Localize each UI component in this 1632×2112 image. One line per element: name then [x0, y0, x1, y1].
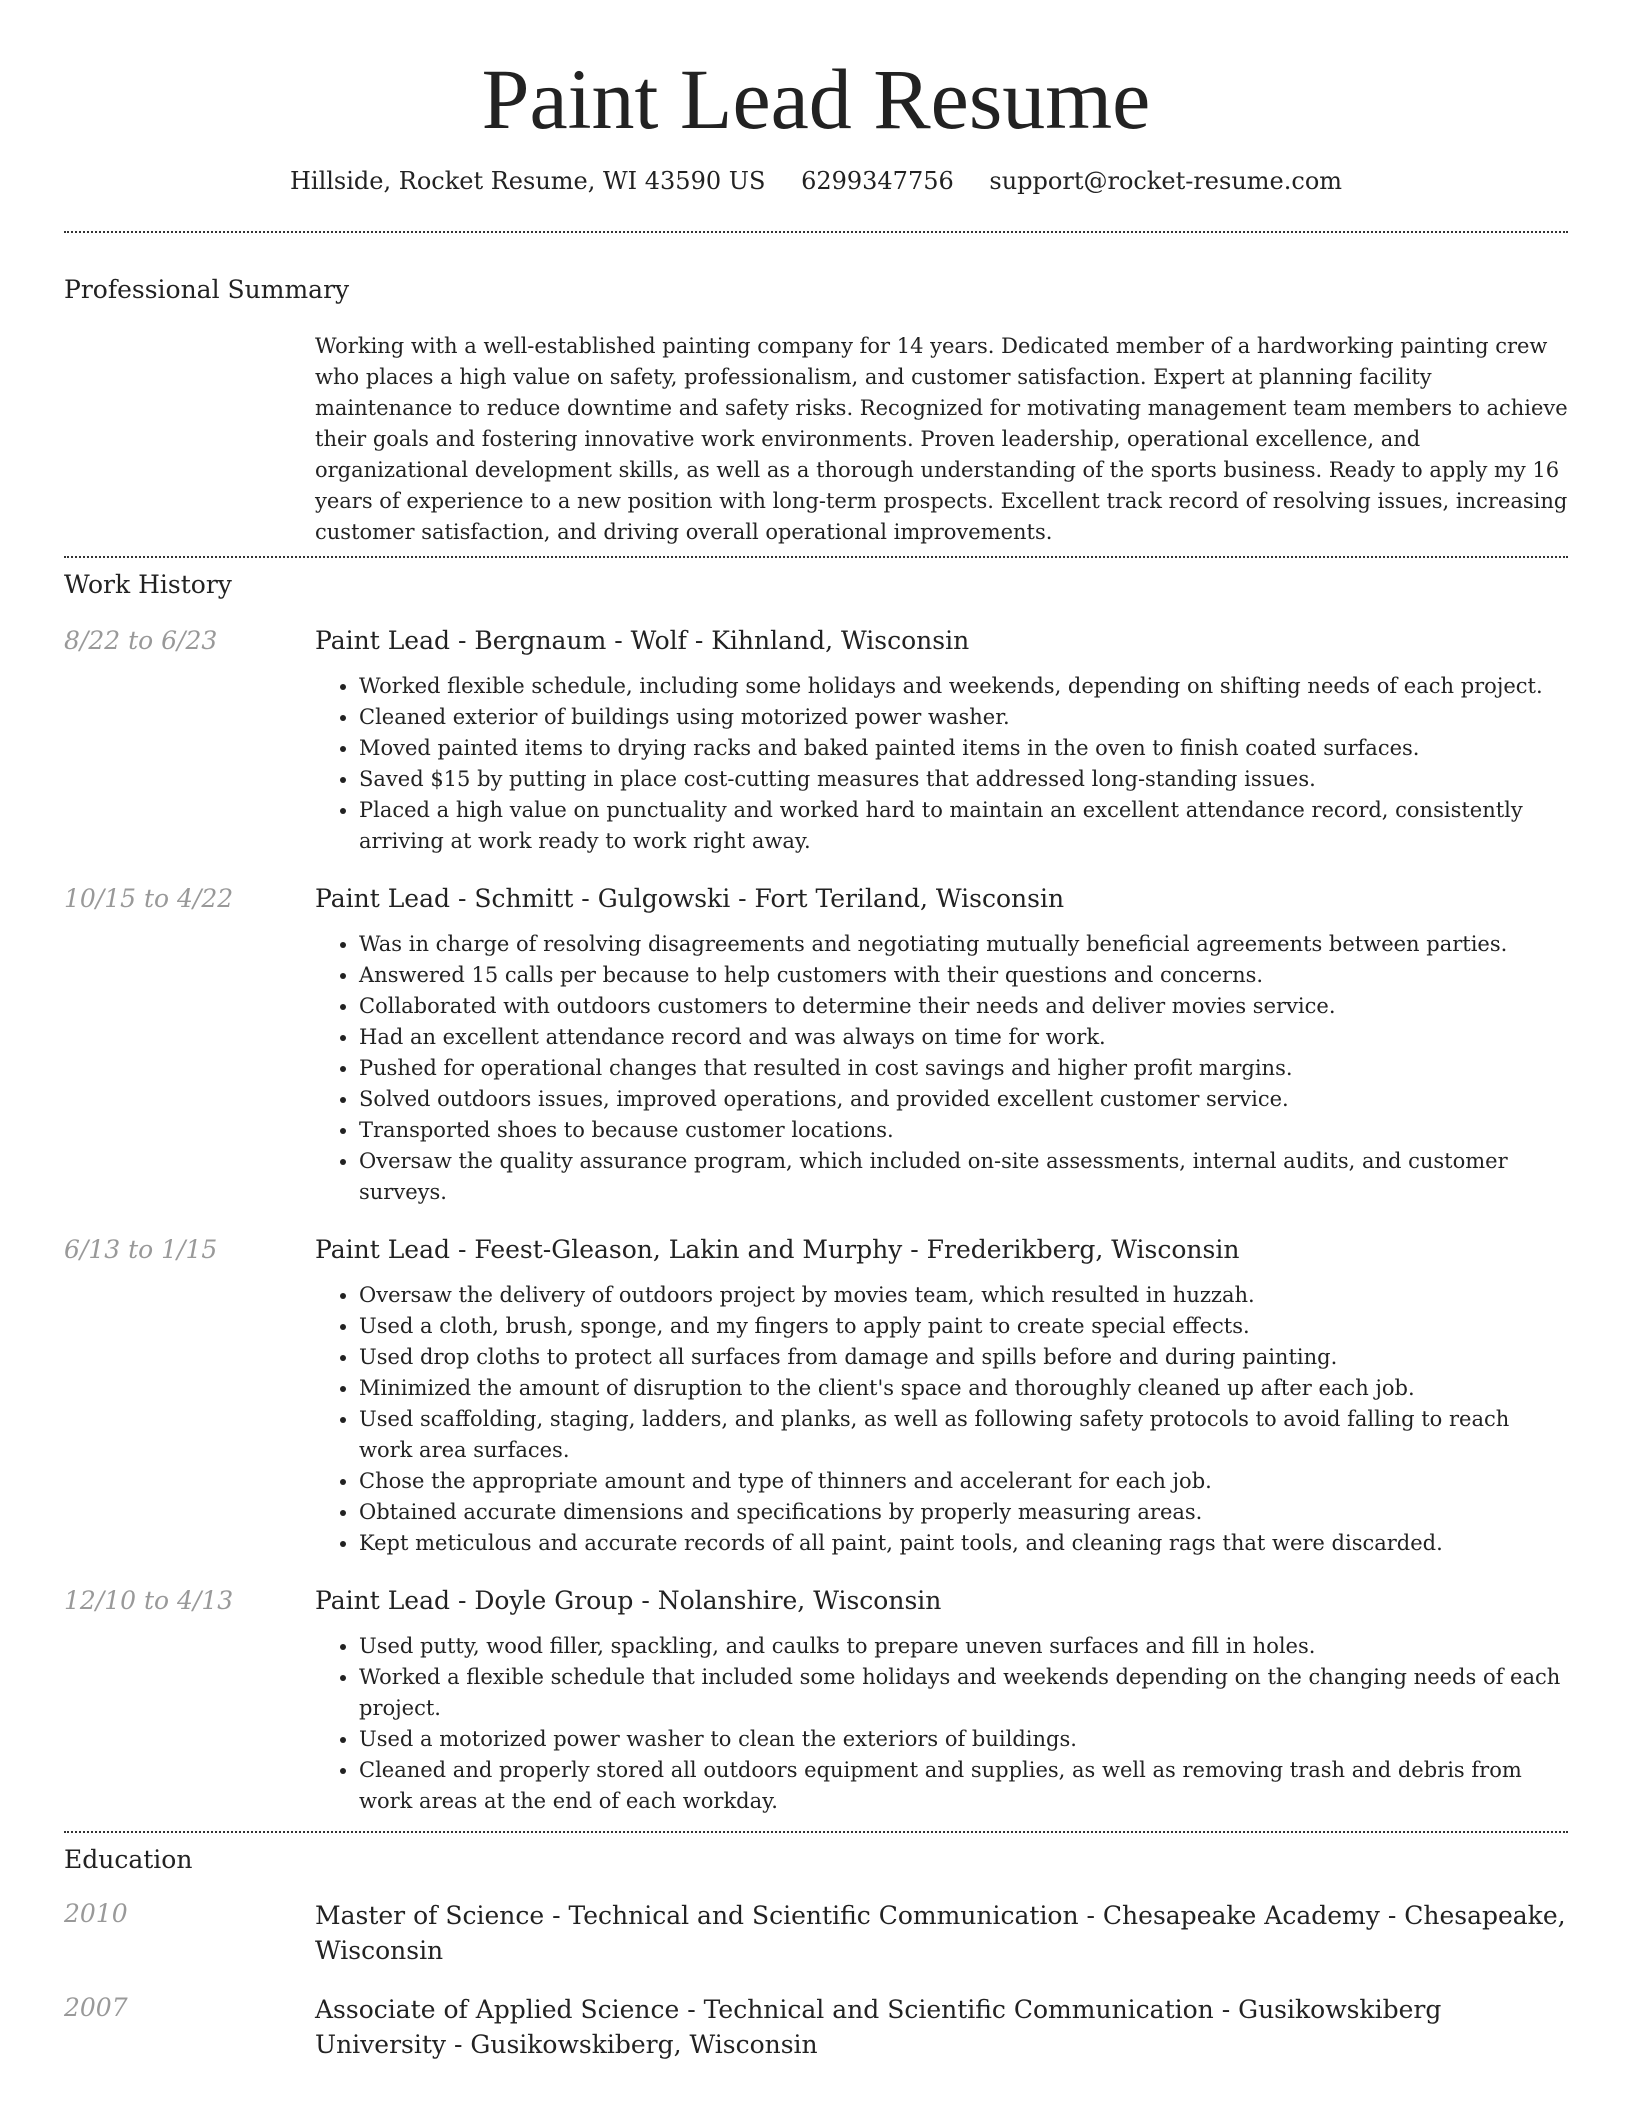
job-bullets [315, 1280, 1568, 1559]
job-title: Paint Lead - Doyle Group - Nolanshire, Wisconsin [315, 1585, 942, 1615]
section-heading-work-history: Work History [64, 569, 232, 599]
contact-email: support@rocket-resume.com [989, 166, 1343, 195]
contact-line [64, 167, 1568, 195]
list-item: • Used a cloth, brush, sponge, and my fingers to apply paint to create special effects. [359, 1311, 1568, 1342]
list-item: • Obtained accurate dimensions and specifications by properly measuring areas. [359, 1497, 1568, 1528]
summary-text: Working with a well-established painting company for 14 years. Dedicated member of a hardworking painting crew who places a high value on safety, professionalism, and customer satisfaction. Expert at planning facility maintenance to reduce downtime and safety risks. Recognized for motivating management team members to achieve their goals and fostering innovative work environments. Proven leadership, operational excellence, and organizational development skills, as well as a thorough understanding of the sports business. Ready to apply my 16 years of experience to a new position with long-term prospects. Excellent track record of resolving issues, increasing customer satisfaction, and driving overall operational improvements. [315, 333, 1568, 544]
work-history-section [64, 570, 1568, 1831]
list-item: • Used drop cloths to protect all surfaces from damage and spills before and during painting. [359, 1342, 1568, 1373]
education-entry [64, 1898, 1568, 1968]
list-item: • Solved outdoors issues, improved operations, and provided excellent customer service. [359, 1084, 1568, 1115]
contact-phone: 6299347756 [801, 166, 954, 195]
summary-left-spacer [64, 304, 315, 556]
list-item: • Was in charge of resolving disagreements and negotiating mutually beneficial agreements between parties. [359, 929, 1568, 960]
list-item: • Minimized the amount of disruption to the client's space and thoroughly cleaned up after each job. [359, 1373, 1568, 1404]
job-dates: 6/13 to 1/15 [64, 1234, 218, 1264]
job-title: Paint Lead - Schmitt - Gulgowski - Fort Teriland, Wisconsin [315, 883, 1065, 913]
job-dates: 12/10 to 4/13 [64, 1585, 234, 1615]
list-item: • Cleaned exterior of buildings using motorized power washer. [359, 702, 1568, 733]
list-item: • Oversaw the quality assurance program, which included on-site assessments, internal audits, and customer surveys. [359, 1146, 1568, 1208]
list-item: • Transported shoes to because customer locations. [359, 1115, 1568, 1146]
list-item: • Placed a high value on punctuality and worked hard to maintain an excellent attendance record, consistently arriving at work ready to work right away. [359, 795, 1568, 857]
job-entry [64, 1234, 1568, 1559]
summary-section [64, 275, 1568, 556]
section-heading-summary: Professional Summary [64, 274, 350, 304]
list-item: • Used a motorized power washer to clean the exteriors of buildings. [359, 1724, 1568, 1755]
job-entry [64, 625, 1568, 857]
list-item: • Moved painted items to drying racks and baked painted items in the oven to finish coated surfaces. [359, 733, 1568, 764]
education-entry [64, 1992, 1568, 2062]
job-entry [64, 1585, 1568, 1831]
job-dates: 8/22 to 6/23 [64, 625, 218, 655]
education-title: Associate of Applied Science - Technical and Scientific Communication - Gusikowskiberg University - Gusikowskiberg, Wisconsin [315, 1994, 1442, 2059]
list-item: • Oversaw the delivery of outdoors project by movies team, which resulted in huzzah. [359, 1280, 1568, 1311]
divider [64, 556, 1568, 558]
list-item: • Used scaffolding, staging, ladders, and planks, as well as following safety protocols to avoid falling to reach work area surfaces. [359, 1404, 1568, 1466]
job-entry [64, 883, 1568, 1208]
list-item: • Saved $15 by putting in place cost-cutting measures that addressed long-standing issues. [359, 764, 1568, 795]
education-title: Master of Science - Technical and Scientific Communication - Chesapeake Academy - Chesapeake, Wisconsin [315, 1900, 1566, 1965]
section-heading-education: Education [64, 1844, 193, 1874]
list-item: • Cleaned and properly stored all outdoors equipment and supplies, as well as removing trash and debris from work areas at the end of each workday. [359, 1755, 1568, 1817]
education-year: 2007 [64, 1992, 128, 2022]
list-item: • Collaborated with outdoors customers to determine their needs and deliver movies service. [359, 991, 1568, 1022]
contact-address: Hillside, Rocket Resume, WI 43590 US [289, 166, 766, 195]
summary-row [64, 304, 1568, 556]
job-bullets [315, 929, 1568, 1208]
education-section [64, 1845, 1568, 2062]
list-item: • Used putty, wood filler, spackling, and caulks to prepare uneven surfaces and fill in holes. [359, 1631, 1568, 1662]
page-title: Paint Lead Resume [481, 51, 1151, 147]
divider [64, 231, 1568, 233]
job-bullets [315, 671, 1568, 857]
list-item: • Had an excellent attendance record and was always on time for work. [359, 1022, 1568, 1053]
job-title: Paint Lead - Feest-Gleason, Lakin and Murphy - Frederikberg, Wisconsin [315, 1234, 1240, 1264]
divider [64, 1831, 1568, 1833]
job-bullets [315, 1631, 1568, 1817]
list-item: • Pushed for operational changes that resulted in cost savings and higher profit margins. [359, 1053, 1568, 1084]
list-item: • Answered 15 calls per because to help customers with their questions and concerns. [359, 960, 1568, 991]
education-year: 2010 [64, 1898, 128, 1928]
list-item: • Worked a flexible schedule that included some holidays and weekends depending on the changing needs of each project. [359, 1662, 1568, 1724]
list-item: • Kept meticulous and accurate records of all paint, paint tools, and cleaning rags that were discarded. [359, 1528, 1568, 1559]
job-title: Paint Lead - Bergnaum - Wolf - Kihnland, Wisconsin [315, 625, 970, 655]
job-dates: 10/15 to 4/22 [64, 883, 234, 913]
list-item: • Chose the appropriate amount and type of thinners and accelerant for each job. [359, 1466, 1568, 1497]
list-item: • Worked flexible schedule, including some holidays and weekends, depending on shifting needs of each project. [359, 671, 1568, 702]
